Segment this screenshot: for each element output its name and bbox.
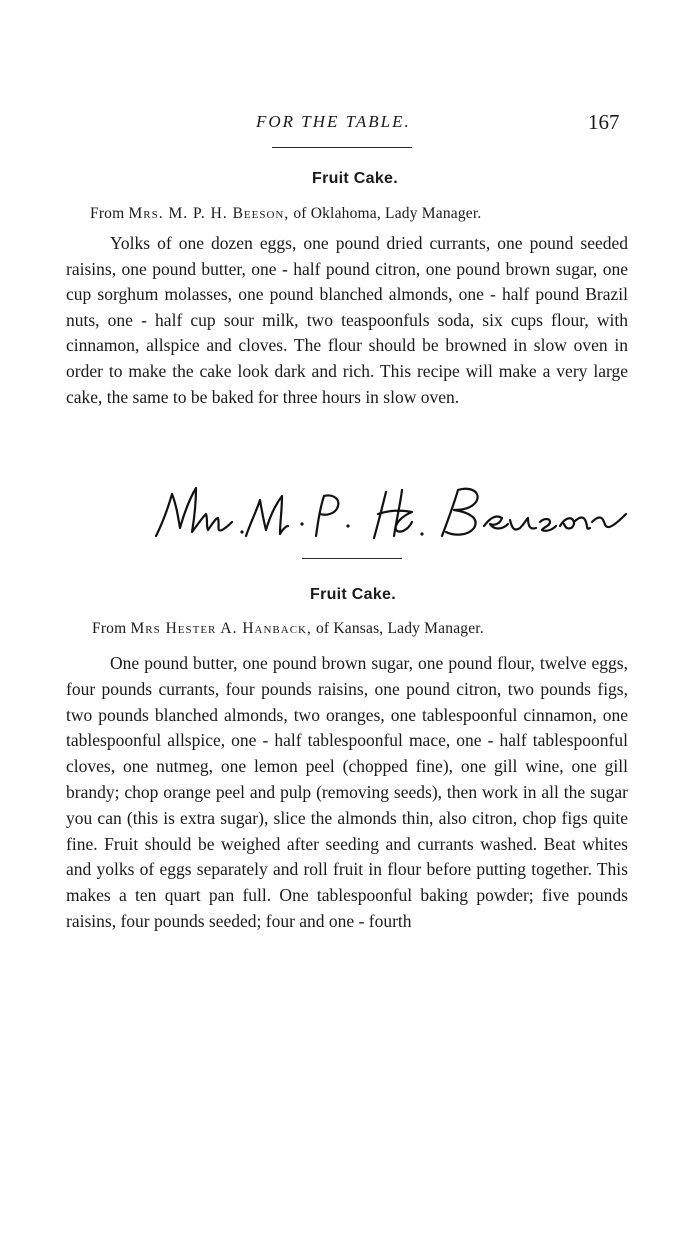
attribution-name: Mrs. M. P. H. Beeson,: [128, 205, 290, 222]
recipe-attribution: [92, 620, 484, 638]
running-head: [0, 108, 700, 138]
running-title: FOR THE TABLE.: [256, 112, 411, 131]
attribution-suffix: of Kansas, Lady Manager.: [315, 620, 484, 637]
recipe-body: Yolks of one dozen eggs, one pound dried currants, one pound seeded raisins, one pound butter, one - half pound citron, one pound brown sugar, one cup sorghum molasses, one pound blanched almonds, one - half pound Brazil nuts, one - half cup sour milk, two teaspoonfuls soda, six cups flour, with cinnamon, allspice and cloves. The flour should be browned in slow oven in order to make the cake look dark and rich. This recipe will make a very large cake, the same to be baked for three hours in slow oven.: [66, 233, 628, 407]
attribution-suffix: of Oklahoma, Lady Manager.: [293, 205, 482, 222]
recipe-attribution: [90, 205, 481, 223]
attribution-name: Mrs Hester A. Hanback,: [130, 620, 312, 637]
recipe-body: One pound butter, one pound brown sugar, one pound flour, twelve eggs, four pounds currants, four pounds raisins, one pound citron, two pounds figs, two pounds blanched almonds, two oranges, one tablespoonful cinnamon, one tablespoonful allspice, one - half tablespoonful mace, one - half tablespoonful cloves, one nutmeg, one lemon peel (chopped fine), one gill wine, one gill brandy; chop orange peel and pulp (removing seeds), then work in all the sugar you can (this is extra sugar), slice the almonds thin, also citron, chop figs quite fine. Fruit should be weighed after seeding and currants washed. Beat whites and yolks of eggs separately and roll fruit in flour before putting together. This makes a ten quart pan full. One tablespoonful baking powder; five pounds raisins, four pounds seeded; four and one - fourth: [66, 653, 628, 931]
page-number: 167: [588, 110, 620, 134]
divider-rule: [272, 147, 412, 148]
recipe-title: Fruit Cake.: [310, 586, 396, 603]
handwritten-signature: [150, 474, 630, 544]
divider-rule: [302, 558, 402, 559]
attribution-prefix: From: [92, 620, 127, 637]
recipe-title: Fruit Cake.: [312, 170, 398, 187]
attribution-prefix: From: [90, 205, 125, 222]
